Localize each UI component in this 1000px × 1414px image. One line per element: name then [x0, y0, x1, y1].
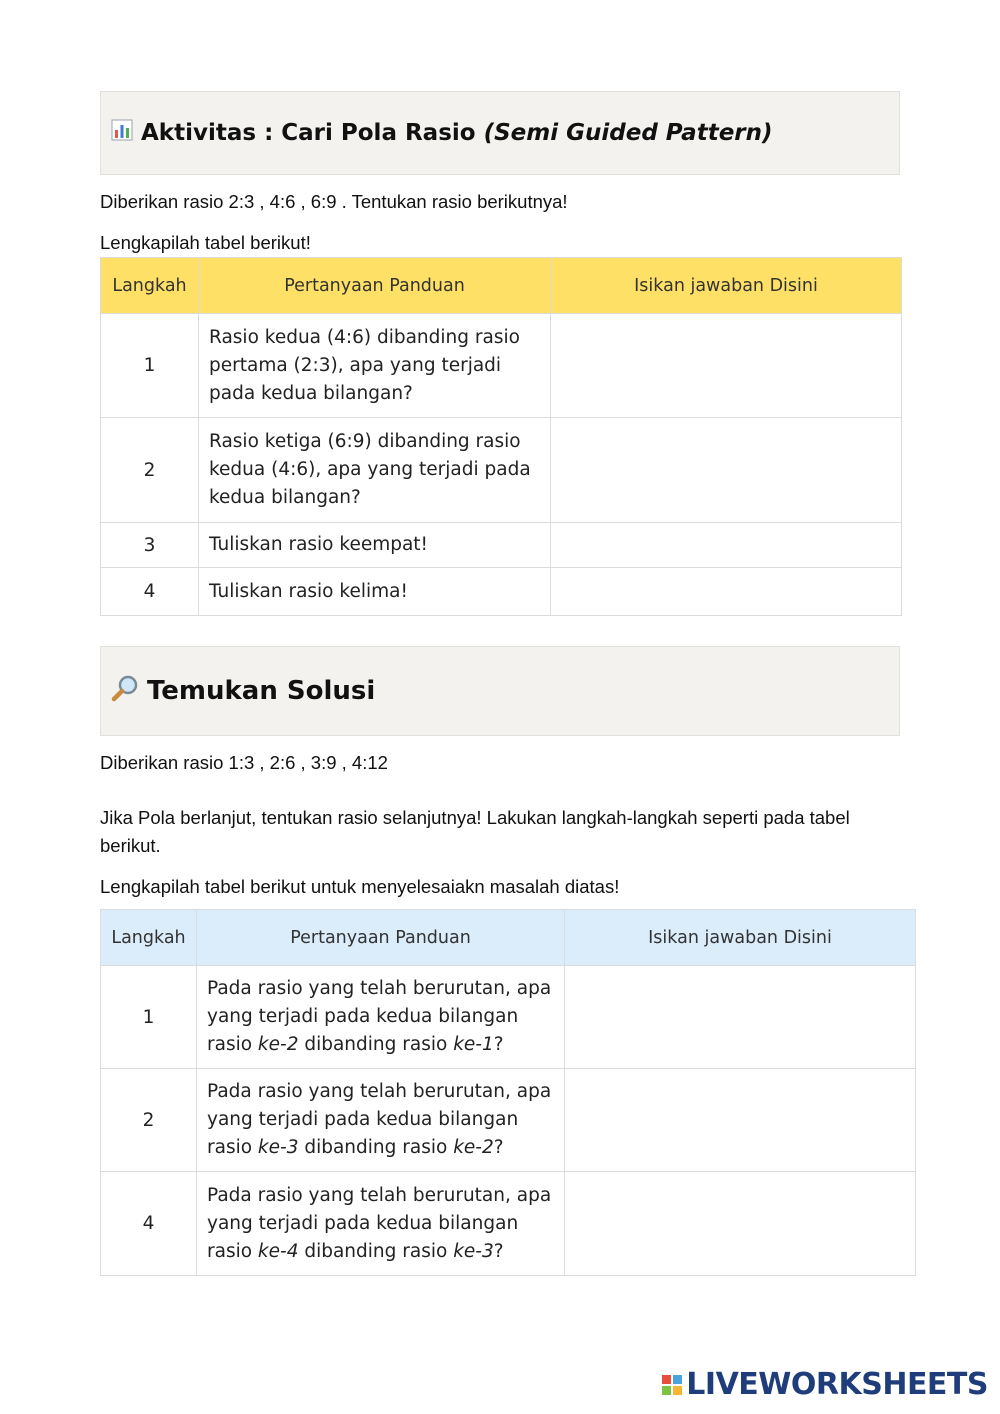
table-row — [101, 1172, 916, 1276]
table-row — [101, 568, 902, 616]
col-header-question: Pertanyaan Panduan — [197, 910, 565, 966]
answer-cell[interactable] — [565, 966, 916, 1069]
question-text: ? — [493, 1137, 504, 1158]
table-row — [101, 314, 902, 418]
col-header-step: Langkah — [101, 910, 197, 966]
question-text: Pada rasio yang telah berurutan, apa yang terjadi pada kedua bilangan rasio — [207, 978, 552, 1055]
section-header-solution — [100, 646, 900, 736]
ratio-ref: ke-2 — [257, 1034, 299, 1055]
question-text: dibanding rasio — [298, 1034, 454, 1055]
table-header-row — [101, 910, 916, 966]
col-header-answer: Isikan jawaban Disini — [565, 910, 916, 966]
section-header-activity — [100, 91, 900, 175]
table-row — [101, 523, 902, 568]
table-row — [101, 966, 916, 1069]
ratio-ref: ke-4 — [257, 1240, 299, 1262]
answer-cell[interactable] — [551, 568, 902, 616]
ratio-ref: ke-3 — [257, 1137, 299, 1158]
ratio-ref: ke-3 — [453, 1240, 494, 1262]
instruction-text: Lengkapilah tabel berikut untuk menyelesaiakn masalah diatas! — [100, 876, 620, 897]
liveworksheets-logo — [662, 1367, 988, 1402]
question-text: ? — [493, 1240, 504, 1262]
logo-mark-icon — [662, 1375, 682, 1395]
logo-square — [662, 1386, 671, 1395]
col-header-answer: Isikan jawaban Disini — [551, 258, 902, 314]
ratio-ref: ke-1 — [453, 1034, 494, 1055]
step-number: 3 — [101, 523, 199, 568]
bar-chart-icon — [111, 119, 133, 147]
question-text: Pada rasio yang telah berurutan, apa yang terjadi pada kedua bilangan rasio — [207, 1184, 552, 1262]
guide-question — [197, 1069, 565, 1172]
guided-table-2 — [100, 909, 916, 1276]
step-number: 2 — [101, 418, 199, 523]
step-number: 1 — [101, 314, 199, 418]
section-title: Aktivitas : Cari Pola Rasio — [141, 120, 484, 146]
logo-square — [662, 1375, 671, 1384]
logo-square — [673, 1375, 682, 1384]
magnifier-icon — [111, 674, 139, 709]
answer-cell[interactable] — [551, 523, 902, 568]
intro-text: Diberikan rasio 2:3 , 4:6 , 6:9 . Tentukan rasio berikutnya! — [100, 191, 568, 212]
intro-text: Diberikan rasio 1:3 , 2:6 , 3:9 , 4:12 — [100, 752, 388, 773]
step-number: 1 — [101, 966, 197, 1069]
step-number: 4 — [101, 1172, 197, 1276]
logo-square — [673, 1386, 682, 1395]
question-text: dibanding rasio — [298, 1137, 454, 1158]
guide-question: Rasio kedua (4:6) dibanding rasio pertama (2:3), apa yang terjadi pada kedua bilangan? — [199, 314, 551, 418]
answer-cell[interactable] — [565, 1069, 916, 1172]
guide-question — [197, 1172, 565, 1276]
guide-question: Rasio ketiga (6:9) dibanding rasio kedua (4:6), apa yang terjadi pada kedua bilangan? — [199, 418, 551, 523]
ratio-ref: ke-2 — [453, 1137, 494, 1158]
section-subtitle: (Semi Guided Pattern) — [483, 120, 773, 146]
question-text: Pada rasio yang telah berurutan, apa yang terjadi pada kedua bilangan rasio — [207, 1081, 552, 1158]
table-row — [101, 1069, 916, 1172]
logo-text: LIVEWORKSHEETS — [686, 1367, 988, 1402]
question-text: dibanding rasio — [298, 1240, 454, 1262]
col-header-step: Langkah — [101, 258, 199, 314]
instruction-text: Lengkapilah tabel berikut! — [100, 232, 311, 253]
step-number: 4 — [101, 568, 199, 616]
table-header-row — [101, 258, 902, 314]
col-header-question: Pertanyaan Panduan — [199, 258, 551, 314]
step-number: 2 — [101, 1069, 197, 1172]
guide-question — [197, 966, 565, 1069]
table-row — [101, 418, 902, 523]
problem-paragraph: Jika Pola berlanjut, tentukan rasio selanjutnya! Lakukan langkah-langkah seperti pada tabel berikut. — [100, 807, 850, 856]
answer-cell[interactable] — [551, 314, 902, 418]
answer-cell[interactable] — [565, 1172, 916, 1276]
question-text: ? — [493, 1034, 504, 1055]
guide-question: Tuliskan rasio keempat! — [199, 523, 551, 568]
guided-table-1 — [100, 257, 902, 616]
section-title: Temukan Solusi — [147, 676, 376, 706]
guide-question: Tuliskan rasio kelima! — [199, 568, 551, 616]
answer-cell[interactable] — [551, 418, 902, 523]
